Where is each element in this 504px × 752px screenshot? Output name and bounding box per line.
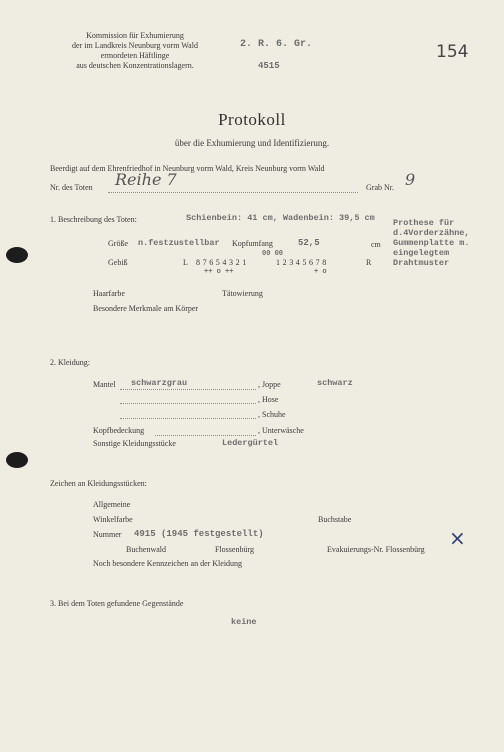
toten-line	[108, 192, 358, 193]
sonstige-value: Ledergürtel	[222, 438, 279, 448]
burial-location: Beerdigt auf dem Ehrenfriedhof in Neunburg vorm Wald, Kreis Neunburg vorm Wald	[50, 164, 325, 173]
gebiss-left-teeth: 8 7 6 5 4 3 2 1	[196, 258, 247, 267]
organization-block	[40, 31, 230, 71]
section1-heading: 1. Beschreibung des Toten:	[50, 215, 137, 224]
unterwaesche-label: , Unterwäsche	[258, 426, 304, 435]
buchenwald-label: Buchenwald	[126, 545, 166, 554]
joppe-label: , Joppe	[258, 380, 281, 389]
kopfumfang-label: Kopfumfang	[232, 239, 273, 248]
gebiss-r-label: R	[366, 258, 372, 267]
allgemeine-label: Allgemeine	[93, 500, 131, 509]
hose-label: , Hose	[258, 395, 279, 404]
schuhe-line	[120, 418, 256, 419]
punch-hole-top	[6, 247, 28, 263]
buchstabe-label: Buchstabe	[318, 515, 352, 524]
gebiss-marks-bottom-right: + o	[314, 268, 327, 276]
haarfarbe-label: Haarfarbe	[93, 289, 125, 298]
org-line-2: der im Landkreis Neunburg vorm Wald	[72, 41, 198, 50]
mantel-line	[120, 389, 256, 390]
gebiss-label: Gebiß	[108, 258, 128, 267]
document-title: Protokoll	[218, 110, 286, 129]
gegenstaende-value: keine	[231, 617, 257, 627]
gebiss-marks-top: 00 00	[262, 250, 284, 258]
gebiss-marks-bottom-left: ++ o ++	[204, 268, 234, 276]
nummer-label: Nummer	[93, 530, 122, 539]
evakuierung-mark: ×	[449, 526, 466, 550]
gebiss-l-label: L	[183, 258, 188, 267]
winkelfarbe-label: Winkelfarbe	[93, 515, 133, 524]
prothese-block	[393, 218, 470, 268]
org-line-3: ermordeten Häftlinge	[100, 51, 170, 60]
schuhe-label: , Schuhe	[258, 410, 286, 419]
groesse-value: n.festzustellbar	[138, 238, 220, 248]
grab-label: Grab Nr.	[366, 183, 394, 192]
nummer-value: 4915 (1945 festgestellt)	[134, 529, 264, 539]
hose-line	[120, 403, 256, 404]
sonstige-label: Sonstige Kleidungsstücke	[93, 439, 176, 448]
punch-hole-bottom	[6, 452, 28, 468]
bone-measurements: Schienbein: 41 cm, Wadenbein: 39,5 cm	[186, 213, 375, 223]
prothese-line-4: eingelegtem	[393, 248, 450, 258]
mantel-label: Mantel	[93, 380, 116, 389]
gebiss-right-teeth: 1 2 3 4 5 6 7 8	[276, 258, 327, 267]
grab-value: 9	[405, 170, 416, 189]
cm-label: cm	[371, 240, 381, 249]
merkmale-label: Besondere Merkmale am Körper	[93, 304, 199, 313]
toten-value: Reihe 7	[115, 170, 177, 189]
kopfbedeckung-line	[155, 435, 256, 436]
page-number: 154	[436, 42, 469, 62]
kopfbedeckung-label: Kopfbedeckung	[93, 426, 145, 435]
section3-heading: 3. Bei dem Toten gefundene Gegenstände	[50, 599, 184, 608]
taetowierung-label: Tätowierung	[222, 289, 263, 298]
evakuierung-label: Evakuierungs-Nr. Flossenbürg	[327, 545, 425, 554]
document-subtitle: über die Exhumierung und Identifizierung.	[174, 138, 330, 148]
org-line-1: Kommission für Exhumierung	[86, 31, 184, 40]
kopfumfang-value: 52,5	[298, 238, 320, 248]
prothese-line-1: Prothese für	[393, 218, 455, 228]
prothese-line-2: d.4Vorderzähne,	[393, 228, 470, 238]
flossenburg-label: Flossenbürg	[215, 545, 254, 554]
reference-number: 4515	[258, 61, 280, 71]
prothese-line-3: Gummenplatte m.	[393, 238, 470, 248]
section2-heading: 2. Kleidung:	[50, 358, 90, 367]
org-line-4: aus deutschen Konzentrationslagern.	[76, 61, 194, 70]
toten-label: Nr. des Toten	[50, 183, 93, 192]
kennzeichen-label: Noch besondere Kennzeichen an der Kleidung	[93, 559, 243, 568]
prothese-line-5: Drahtmuster	[393, 258, 450, 268]
joppe-value: schwarz	[317, 378, 353, 388]
mantel-value: schwarzgrau	[131, 378, 188, 388]
groesse-label: Größe	[108, 239, 128, 248]
zeichen-heading: Zeichen an Kleidungsstücken:	[50, 479, 147, 488]
reference-code: 2. R. 6. Gr.	[240, 39, 313, 50]
